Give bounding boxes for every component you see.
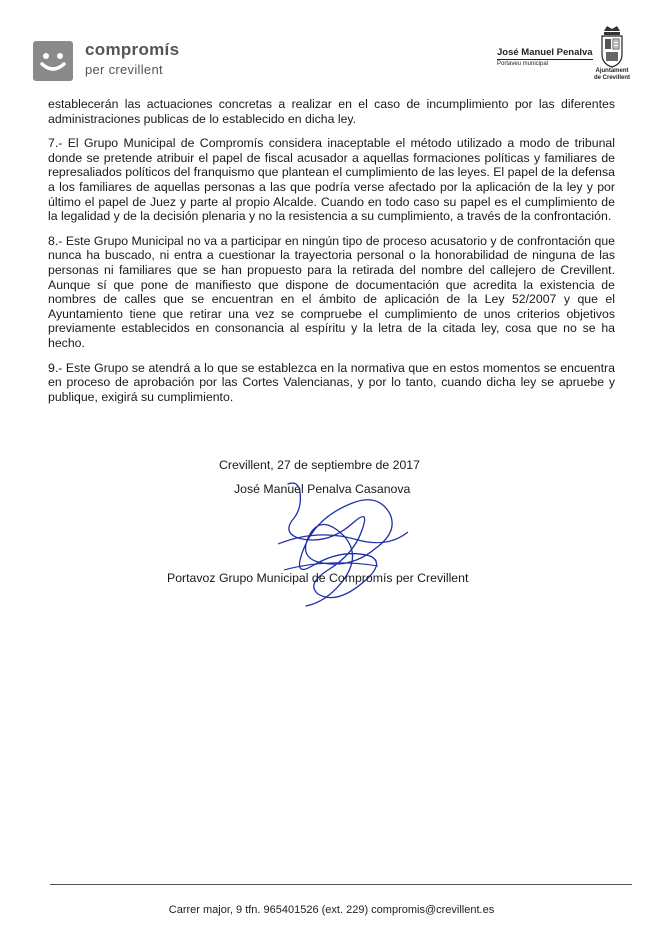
signer-role: Portavoz Grupo Municipal de Compromís per Crevillent xyxy=(167,571,469,585)
footer-divider xyxy=(50,884,632,885)
paragraph-9: 9.- Este Grupo se atendrá a lo que se establezca en la normativa que en estos momentos se encuentra en proceso de aprobación por las Cortes Valencianas, y por lo tanto, cuando dicha ley se apruebe y publique, exigirá su cumplimiento. xyxy=(48,360,615,404)
crest-label-line-1: Ajuntament xyxy=(595,68,629,74)
paragraph-8: 8.- Este Grupo Municipal no va a participar en ningún tipo de proceso acusatorio y de confrontación que nunca ha buscado, ni entra a cuestionar la trayectoria personal o la honorabilidad de ninguna de las personas ni familiares que se han propuesto para la retirada del nombre del callejero de Crevillent. Aunque sí que pone de manifiesto que dispone de documentación que acredita la existencia de nombres de calles que se encuentran en el ámbito de aplicación de la Ley 52/2007 y que el Ayuntamiento tiene que retirar una vez se compruebe el cumplimiento de unos criterios objetivos previamente establecidos en consonancia al espíritu y la letra de la citada ley, cosa que no se ha hecho. xyxy=(48,233,615,350)
coat-of-arms-icon xyxy=(599,24,625,68)
official-name: José Manuel Penalva xyxy=(497,47,593,58)
crest-label xyxy=(588,68,636,82)
closing-date: Crevillent, 27 de septiembre de 2017 xyxy=(219,458,420,472)
official-role: Portaveu municipal xyxy=(497,61,549,67)
logo-name: compromís xyxy=(85,40,180,59)
paragraph-7: 7.- El Grupo Municipal de Compromís considera inaceptable el método utilizado a modo de tribunal donde se pretende atribuir el papel de fiscal acusador a aquellas formaciones políticas y familiares de represaliados políticos del franquismo que plantean el cumplimiento de las leyes. El papel de la defensa a los familiares de aquellas personas a las que podría verse afectado por la aplicación de la ley y por último el papel de Juez y parte al propio Alcalde. Cuando en todo caso su papel es el cumplimiento de la legalidad y de la decisión plenaria y no la resistencia a su cumplimiento, a través de la confrontación. xyxy=(48,136,615,224)
paragraph-continuation: establecerán las actuaciones concretas a realizar en el caso de incumplimiento por las diferentes administraciones publicas de lo establecido en dicha ley. xyxy=(48,97,615,126)
logo-subtitle: per crevillent xyxy=(85,62,163,77)
smiley-logo-icon xyxy=(33,41,73,81)
footer-contact: Carrer major, 9 tfn. 965401526 (ext. 229) compromis@crevillent.es xyxy=(168,904,495,916)
handwritten-signature xyxy=(258,478,418,618)
signer-name: José Manuel Penalva Casanova xyxy=(234,482,411,496)
letterhead xyxy=(0,0,663,100)
crest-label-line-2: de Crevillent xyxy=(593,75,630,81)
letter-body xyxy=(48,97,615,414)
